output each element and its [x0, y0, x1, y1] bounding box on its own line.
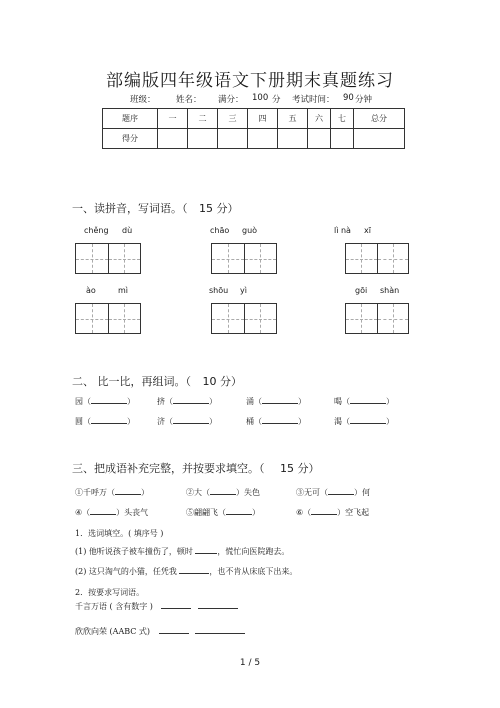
writing-grid[interactable] [211, 303, 277, 334]
score-cell[interactable] [354, 129, 405, 149]
score-header-cell: 六 [308, 109, 331, 129]
answer-blank[interactable] [159, 633, 189, 634]
section2-title [72, 373, 242, 389]
compare-char: 圆 [75, 417, 83, 426]
pinyin: shàn [380, 286, 400, 295]
answer-blank[interactable] [173, 403, 209, 404]
compare-char: 涌 [246, 397, 254, 406]
question-1: 1．选词填空。( 填序号 ) [75, 529, 164, 538]
answer-blank[interactable] [198, 608, 238, 609]
pinyin: xī [364, 226, 371, 235]
time-value: 90 [343, 93, 354, 103]
score-cell[interactable] [308, 129, 331, 149]
question-2-b: 欣欣向荣 (AABC 式) [75, 626, 245, 637]
answer-blank[interactable] [210, 494, 236, 495]
answer-blank[interactable] [91, 403, 127, 404]
score-header-cell: 三 [218, 109, 248, 129]
score-cell[interactable] [248, 129, 278, 149]
pinyin: mì [118, 286, 129, 295]
score-row [103, 129, 405, 149]
compare-char: 喝 [334, 397, 342, 406]
answer-blank[interactable] [161, 608, 191, 609]
writing-grid[interactable] [211, 243, 277, 274]
page-title: 部编版四年级语文下册期末真题练习 [106, 71, 394, 91]
question-2-a: 千言万语 ( 含有数字 ) [75, 601, 238, 612]
answer-blank[interactable] [262, 423, 298, 424]
score-cell[interactable] [278, 129, 308, 149]
page-number: 1 / 5 [239, 658, 261, 668]
compare-char: 济 [157, 417, 165, 426]
full-score-value: 100 [252, 93, 269, 103]
score-cell[interactable] [158, 129, 188, 149]
pinyin: chěng [84, 226, 109, 235]
question-2: 2．按要求写词语。 [75, 588, 145, 597]
score-header-cell: 题序 [103, 109, 158, 129]
compare-char: 挤 [157, 397, 165, 406]
section1-title [72, 200, 239, 216]
writing-grid[interactable] [75, 303, 141, 334]
answer-blank[interactable] [195, 553, 217, 554]
score-cell[interactable] [188, 129, 218, 149]
compare-char: 园 [75, 397, 83, 406]
answer-blank[interactable] [115, 494, 141, 495]
class-label: 班级： [130, 95, 156, 105]
full-score-label: 满分： [218, 95, 244, 105]
score-header-cell: 二 [188, 109, 218, 129]
score-header-cell: 四 [248, 109, 278, 129]
question-1-2: (2) 这只淘气的小猫，任凭我 ，也不肯从床底下出来。 [75, 567, 298, 576]
time-unit: 分钟 [355, 95, 373, 105]
question-1-1: (1) 他听说孩子被车撞伤了，顿时 ，慌忙向医院跑去。 [75, 547, 290, 556]
answer-blank[interactable] [91, 423, 127, 424]
answer-blank[interactable] [195, 633, 245, 634]
full-score-unit: 分 [272, 95, 281, 105]
answer-blank[interactable] [262, 403, 298, 404]
answer-blank[interactable] [311, 514, 337, 515]
score-row-label: 得分 [103, 129, 158, 149]
pinyin: yì [240, 286, 247, 295]
answer-blank[interactable] [90, 514, 116, 515]
section3-title [72, 460, 320, 476]
score-cell[interactable] [331, 129, 354, 149]
section3-title-text: 三、把成语补充完整，并按要求填空。（ [72, 462, 265, 475]
section2-points: 10 分） [202, 375, 242, 388]
score-header-cell: 总分 [354, 109, 405, 129]
answer-blank[interactable] [350, 423, 386, 424]
pinyin: gōi [355, 286, 368, 295]
idiom-item: ⑥（ ）空飞起 [296, 508, 370, 517]
score-header-cell: 五 [278, 109, 308, 129]
pinyin: chāo [210, 226, 230, 235]
answer-blank[interactable] [173, 423, 209, 424]
idiom-item: ⑤翩翩飞（ ） [186, 508, 260, 517]
section1-points: 15 分） [199, 202, 239, 215]
time-label: 考试时间： [292, 95, 335, 105]
writing-grid[interactable] [345, 303, 409, 334]
section1-title-text: 一、读拼音，写词语。（ [72, 202, 188, 215]
pinyin: ào [86, 286, 96, 295]
name-label: 姓名： [176, 95, 202, 105]
idiom-item: ②大（ ）失色 [186, 488, 260, 497]
pinyin: dù [122, 226, 133, 235]
answer-blank[interactable] [226, 514, 252, 515]
score-table [102, 108, 405, 149]
idiom-item: ④（ ）头丧气 [75, 508, 149, 517]
score-cell[interactable] [218, 129, 248, 149]
pinyin: shōu [209, 286, 229, 295]
score-header-row [103, 109, 405, 129]
idiom-item: ①千呼万（ ） [75, 488, 149, 497]
answer-blank[interactable] [179, 573, 209, 574]
idiom-item: ③无可（ ）何 [296, 488, 370, 497]
score-header-cell: 七 [331, 109, 354, 129]
pinyin: lì nà [334, 226, 351, 235]
writing-grid[interactable] [345, 243, 409, 274]
section3-points: 15 分） [280, 462, 320, 475]
compare-char: 渴 [334, 417, 342, 426]
score-header-cell: 一 [158, 109, 188, 129]
pinyin: guò [242, 226, 258, 235]
compare-char: 桶 [246, 417, 254, 426]
writing-grid[interactable] [75, 243, 141, 274]
section2-title-text: 二、 比一比，再组词。（ [72, 375, 191, 388]
answer-blank[interactable] [328, 494, 354, 495]
answer-blank[interactable] [350, 403, 386, 404]
